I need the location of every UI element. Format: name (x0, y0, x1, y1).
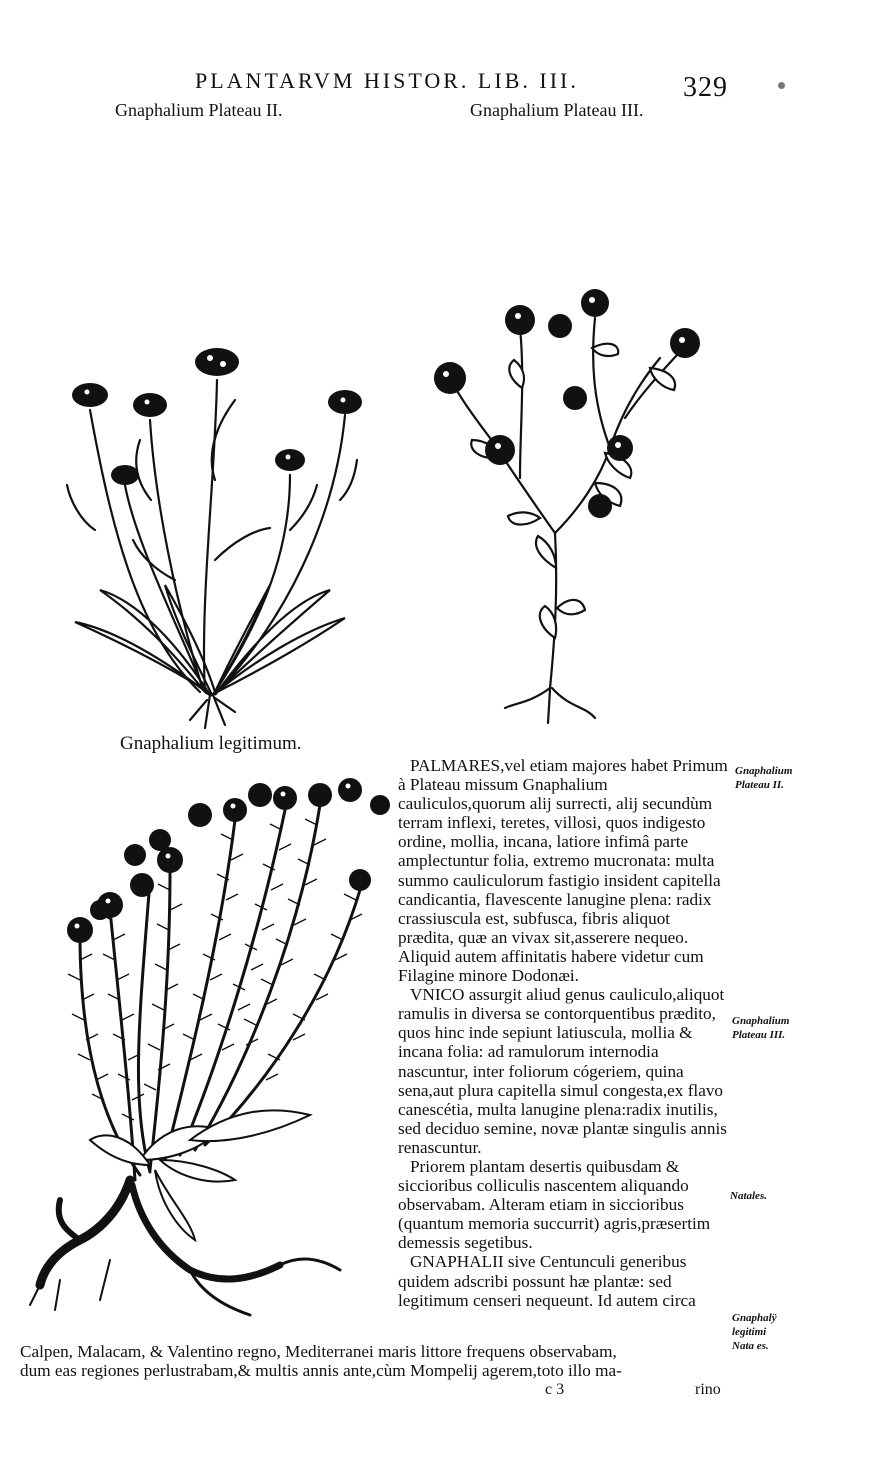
catchword: rino (695, 1381, 721, 1398)
paragraph-palmares: PALMARES,vel etiam majores habet Primum à Plateau missum Gnaphalium cauliculos,quorum alij surrecti, alij secundùm terram inflexi, teretes, villosi, quos indigesto ordine, mollia, incana, latiore infimâ parte amplectuntur folia, extremo mucronata: multa summo cauliculorum fastigio insident capitella candicantia, flavescente lanugine plena: radix crassiuscula est, subfusca, fibris aliquot prædita, quæ an vivax sit,asserere nequeo. Aliquid autem affinitatis habere videtur cum Filagine minore Dodonæi. (398, 756, 728, 986)
page-number: 329 (683, 72, 728, 103)
plant-illustration-plateau-iii (420, 278, 710, 728)
margin-note-natales: Natales. (730, 1190, 767, 1202)
caption-gnaphalium-legitimum: Gnaphalium legitimum. (120, 733, 302, 754)
plant-illustration-legitimum (20, 760, 390, 1320)
margin-note-plateau-iii: Gnaphalium Plateau III. (732, 1015, 790, 1041)
margin-note-legitimi: Gnaphalÿ legitimi Nata es. (732, 1312, 777, 1352)
plant-illustration-plateau-ii (55, 300, 365, 730)
full-width-line-1: Calpen, Malacam, & Valentino regno, Mediterranei maris littore frequens observabam, (20, 1342, 617, 1361)
caption-gnaphalium-plateau-iii: Gnaphalium Plateau III. (470, 100, 644, 120)
signature-mark: c 3 (545, 1381, 565, 1398)
ink-speck (778, 82, 785, 89)
main-text-column (398, 756, 730, 1310)
margin-note-plateau-ii: Gnaphalium Plateau II. (735, 765, 793, 791)
paragraph-vnico: VNICO assurgit aliud genus cauliculo,aliquot ramulis in diversa se contorquentibus prædito, quos hinc inde sepiunt latiuscula, mollia & incana folia: ad ramulorum internodia nascuntur, inter foliorum cógeriem, quina sena,aut plura capitella simul congesta,ex flavo canescétia, multa lanugine plena:radix inutilis, sed deciduo semine, novæ plantæ singulis annis renascuntur. (398, 985, 727, 1157)
caption-gnaphalium-plateau-ii: Gnaphalium Plateau II. (115, 100, 283, 120)
running-head: PLANTARVM HISTOR. LIB. III. (195, 68, 579, 93)
full-width-line-2: dum eas regiones perlustrabam,& multis annis ante,cùm Mompelij agerem,toto illo ma- (20, 1361, 622, 1380)
paragraph-gnaphalii: GNAPHALII sive Centunculi generibus quidem adscribi possunt hæ plantæ: sed legitimum censeri nequeunt. Id autem circa (398, 1252, 696, 1310)
paragraph-priorem: Priorem plantam desertis quibusdam & siccioribus colliculis nascentem aliquando observabam. Alteram etiam in siccioribus (quantum memoria succurrit) agris,præsertim demessis segetibus. (398, 1156, 711, 1253)
